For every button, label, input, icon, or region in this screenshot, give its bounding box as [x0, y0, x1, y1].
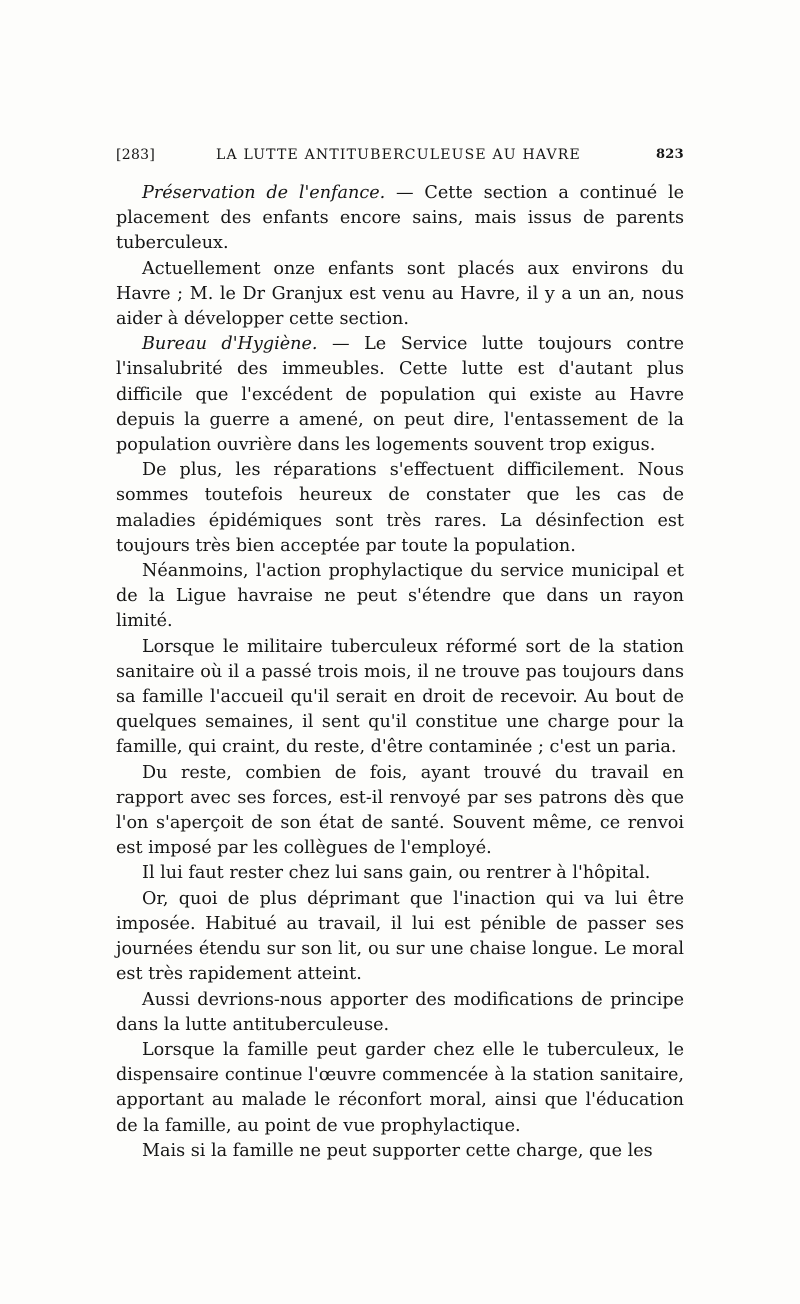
paragraph — [116, 332, 684, 458]
page-number: 823 — [655, 147, 684, 162]
paragraph — [116, 1139, 684, 1164]
paragraph — [116, 635, 684, 761]
section-lead: Préservation de l'enfance. — [142, 183, 386, 203]
paragraph-text: Il lui faut rester chez lui sans gain, ou rentrer à l'hôpital. — [142, 863, 651, 884]
paragraph-text: Lorsque la famille peut garder chez elle le tuberculeux, le dispensaire continue l'œuvre commencée à la station sanitaire, apportant au malade le réconfort moral, ainsi que l'éducation de la famille, au point de vue prophylactique. — [116, 1039, 684, 1136]
paragraph-text: Actuellement onze enfants sont placés aux environs du Havre ; M. le Dr Granjux est venu au Havre, il y a un an, nous aider à développer cette section. — [116, 258, 684, 330]
paragraph — [116, 181, 684, 257]
section-lead: Bureau d'Hygiène. — [142, 334, 318, 355]
paragraph — [116, 1038, 684, 1139]
paragraph — [116, 458, 684, 559]
paragraph-text: Or, quoi de plus déprimant que l'inaction qui va lui être imposée. Habitué au travail, il lui est pénible de passer ses journées étendu sur son lit, ou sur une chaise longue. Le moral est très rapidement atteint. — [116, 888, 684, 985]
paragraph-text: Du reste, combien de fois, ayant trouvé du travail en rapport avec ses forces, est-il renvoyé par ses patrons dès que l'on s'aperçoit de son état de santé. Souvent même, ce renvoi est imposé par les collègues de l'employé. — [116, 762, 684, 859]
paragraph — [116, 559, 684, 635]
paragraph-text: Néanmoins, l'action prophylactique du service municipal et de la Ligue havraise ne peut s'étendre que dans un rayon limité. — [116, 561, 684, 632]
paragraph — [116, 887, 684, 988]
paragraph-text: Aussi devrions-nous apporter des modifications de principe dans la lutte antituberculeuse. — [116, 989, 684, 1035]
running-header — [116, 147, 684, 167]
page-reference: [283] — [116, 147, 156, 163]
paragraph — [116, 861, 684, 886]
running-title: LA LUTTE ANTITUBERCULEUSE AU HAVRE — [216, 147, 581, 163]
paragraph-text: — Cette section a continué le placement des enfants encore sains, mais issus de parents tuberculeux. — [116, 183, 684, 254]
paragraph — [116, 257, 684, 333]
paragraph-text: Lorsque le militaire tuberculeux réformé sort de la station sanitaire où il a passé trois mois, il ne trouve pas toujours dans sa famille l'accueil qu'il serait en droit de recevoir. Au bout de quelques semaines, il sent qu'il constitue une charge pour la famille, qui craint, du reste, d'être contaminée ; c'est un paria. — [116, 636, 684, 758]
paragraph — [116, 988, 684, 1038]
body-text — [116, 181, 684, 1164]
paragraph-text: De plus, les réparations s'effectuent difficilement. Nous sommes toutefois heureux de constater que les cas de maladies épidémiques sont très rares. La désinfection est toujours très bien acceptée par toute la population. — [116, 460, 684, 556]
paragraph-text: Mais si la famille ne peut supporter cette charge, que les — [142, 1140, 653, 1161]
paragraph-text: — Le Service lutte toujours contre l'insalubrité des immeubles. Cette lutte est d'autant plus difficile que l'excédent de population qui existe au Havre depuis la guerre a amené, on peut dire, l'entassement de la population ouvrière dans les logements souvent trop exigus. — [116, 334, 684, 456]
paragraph — [116, 761, 684, 862]
